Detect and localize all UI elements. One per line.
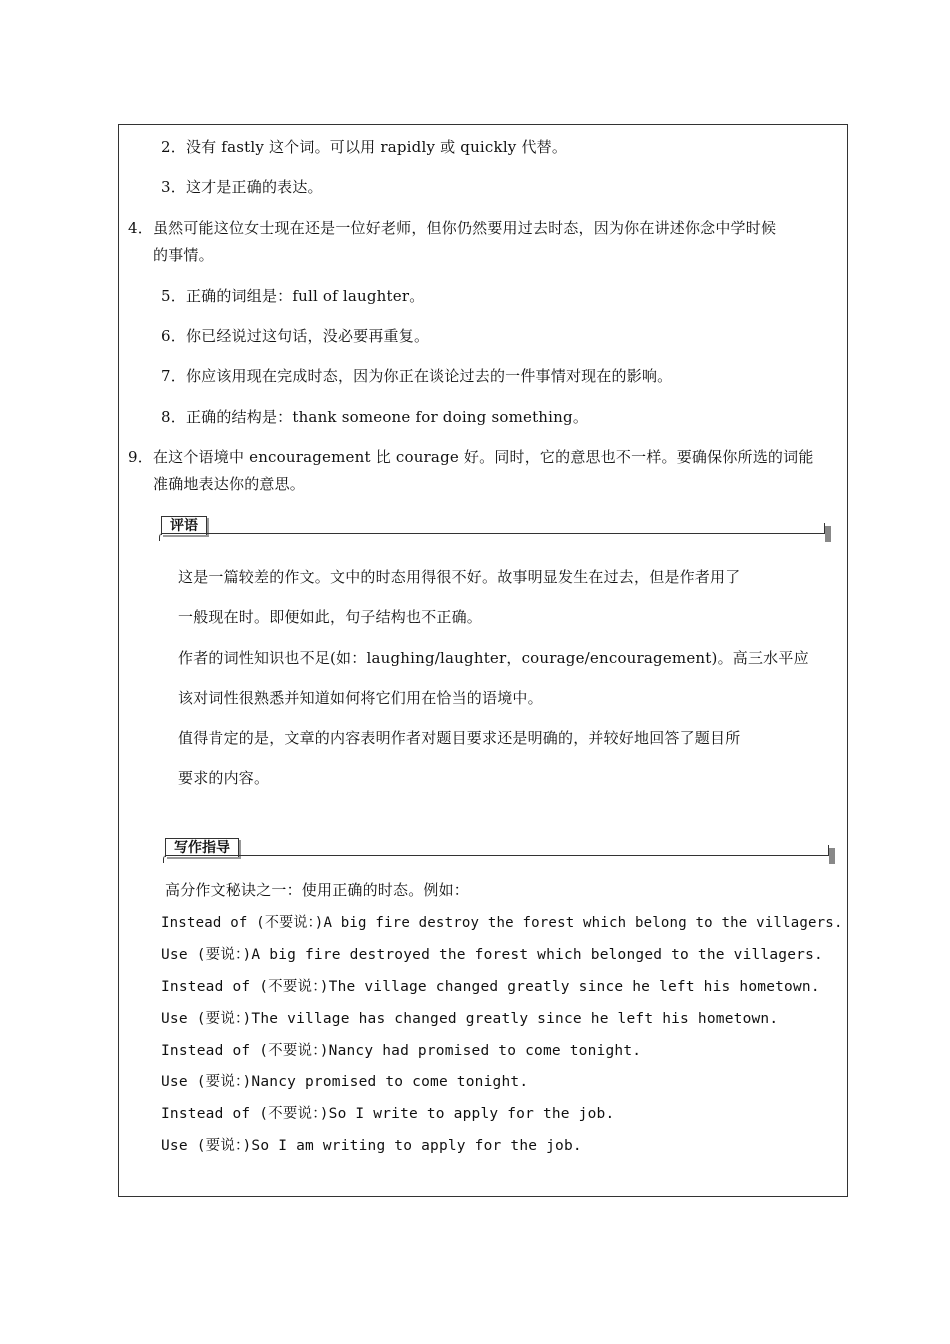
note-8: 8．正确的结构是：thank someone for doing something。	[161, 408, 589, 426]
example-use-4: Use (要说：)So I am writing to apply for the job.	[161, 1138, 582, 1154]
example-instead-2: Instead of (不要说：)The village changed greatly since he left his hometown.	[161, 979, 820, 995]
example-instead-4: Instead of (不要说：)So I write to apply for the job.	[161, 1106, 615, 1122]
example-instead-3: Instead of (不要说：)Nancy had promised to come tonight.	[161, 1043, 642, 1059]
example-instead-1: Instead of (不要说：)A big fire destroy the forest which belong to the villagers.	[161, 915, 843, 931]
comment-line-2: 一般现在时。即便如此，句子结构也不正确。	[178, 608, 483, 626]
guide-heading: 写作指导	[165, 838, 239, 857]
example-use-2: Use (要说：)The village has changed greatly since he left his hometown.	[161, 1011, 779, 1027]
note-2: 2．没有 fastly 这个词。可以用 rapidly 或 quickly 代替。	[161, 138, 568, 156]
comment-line-4: 该对词性很熟悉并知道如何将它们用在恰当的语境中。	[178, 689, 543, 707]
banner-rule	[165, 855, 829, 856]
comment-line-5: 值得肯定的是，文章的内容表明作者对题目要求还是明确的，并较好地回答了题目所	[178, 729, 741, 747]
banner-cap-decoration	[829, 848, 835, 864]
note-5: 5．正确的词组是：full of laughter。	[161, 287, 425, 305]
banner-curl-decoration	[159, 533, 164, 541]
note-9-line-2: 准确地表达你的意思。	[153, 475, 306, 493]
note-9-line-1: 9．在这个语境中 encouragement 比 courage 好。同时，它的意思也不一样。要确保你所选的词能	[128, 448, 814, 466]
note-4-line-1: 4．虽然可能这位女士现在还是一位好老师，但你仍然要用过去时态，因为你在讲述你念中学时候	[128, 219, 777, 237]
guide-banner	[165, 838, 835, 860]
note-4-line-2: 的事情。	[153, 246, 214, 264]
banner-rule	[161, 533, 825, 534]
banner-curl-decoration	[163, 855, 168, 863]
note-3: 3．这才是正确的表达。	[161, 178, 323, 196]
comment-line-3: 作者的词性知识也不足(如：laughing/laughter，courage/encouragement)。高三水平应	[178, 649, 809, 667]
banner-cap-decoration	[825, 526, 831, 542]
example-use-3: Use (要说：)Nancy promised to come tonight.	[161, 1074, 529, 1090]
example-use-1: Use (要说：)A big fire destroyed the forest which belonged to the villagers.	[161, 947, 823, 963]
comment-heading: 评语	[161, 516, 207, 535]
note-6: 6．你已经说过这句话，没必要再重复。	[161, 327, 430, 345]
note-7: 7．你应该用现在完成时态，因为你正在谈论过去的一件事情对现在的影响。	[161, 367, 673, 385]
comment-line-1: 这是一篇较差的作文。文中的时态用得很不好。故事明显发生在过去，但是作者用了	[178, 568, 741, 586]
comment-line-6: 要求的内容。	[178, 769, 270, 787]
guide-intro: 高分作文秘诀之一：使用正确的时态。例如：	[165, 881, 470, 899]
comment-banner	[161, 516, 831, 538]
